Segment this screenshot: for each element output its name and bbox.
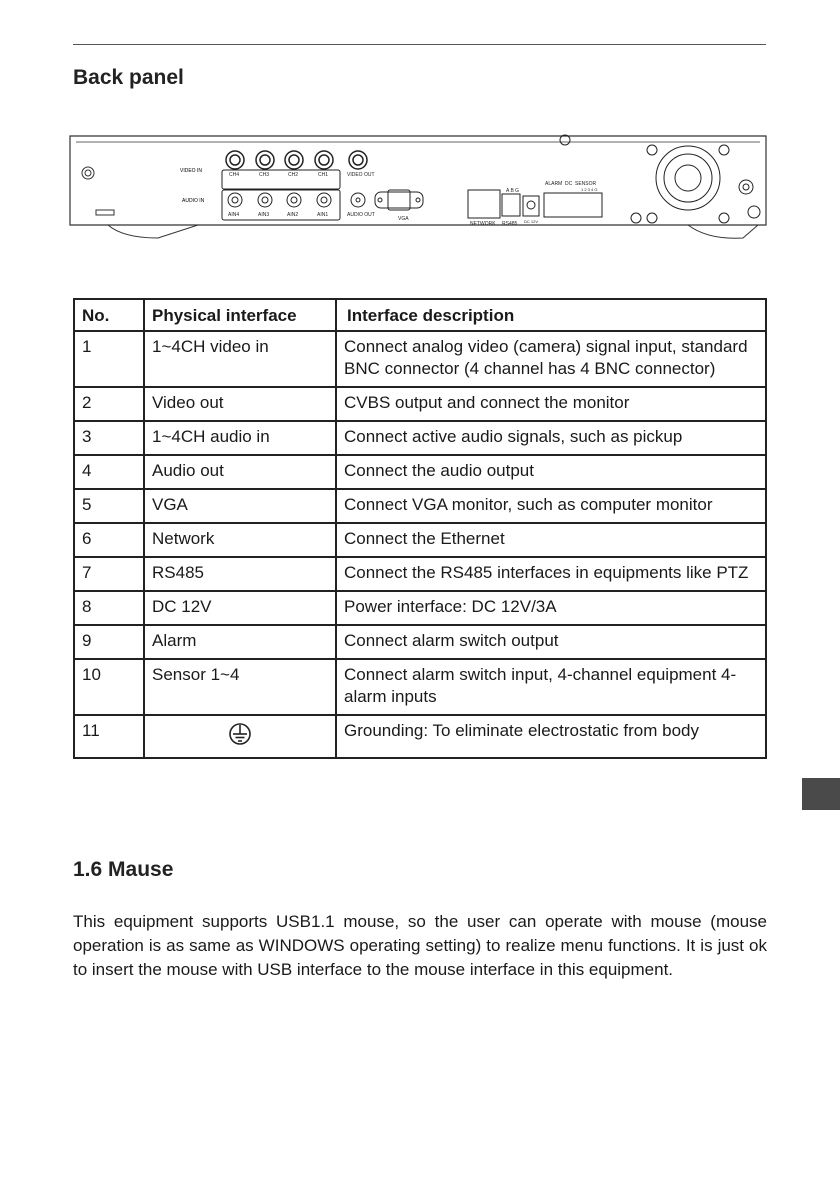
row-description: Connect alarm switch input, 4-channel equipment 4-alarm inputs bbox=[336, 659, 766, 715]
row-description: CVBS output and connect the monitor bbox=[336, 387, 766, 421]
section-title-back-panel: Back panel bbox=[73, 66, 184, 89]
panel-terminal-numbers: 1 2 3 4 G bbox=[581, 187, 598, 192]
back-panel-illustration bbox=[68, 130, 768, 245]
panel-dc-label: DC 12V bbox=[524, 219, 539, 224]
row-no: 4 bbox=[74, 455, 144, 489]
panel-video-in-label: VIDEO IN bbox=[180, 168, 202, 174]
row-description: Grounding: To eliminate electrostatic from body bbox=[336, 715, 766, 758]
table-row bbox=[74, 715, 766, 758]
panel-rs485-label: RS485 bbox=[502, 221, 518, 227]
table-header-row bbox=[74, 299, 766, 331]
chapter-tab-marker bbox=[802, 778, 840, 810]
panel-rs485-pins-label: A B G bbox=[506, 188, 520, 194]
row-interface: RS485 bbox=[144, 557, 336, 591]
panel-alarm-dc-label: DC bbox=[565, 181, 573, 187]
row-no: 2 bbox=[74, 387, 144, 421]
panel-video-out-label: VIDEO OUT bbox=[347, 172, 375, 178]
table-row bbox=[74, 421, 766, 455]
panel-ain-label: AIN4 bbox=[228, 212, 240, 218]
row-description: Power interface: DC 12V/3A bbox=[336, 591, 766, 625]
row-no: 11 bbox=[74, 715, 144, 758]
panel-ain-label: AIN3 bbox=[258, 212, 270, 218]
header-rule bbox=[73, 44, 766, 45]
row-no: 8 bbox=[74, 591, 144, 625]
row-no: 9 bbox=[74, 625, 144, 659]
row-description: Connect the audio output bbox=[336, 455, 766, 489]
row-interface: VGA bbox=[144, 489, 336, 523]
section-title-mouse: 1.6 Mause bbox=[73, 858, 174, 881]
panel-ch-label: CH4 bbox=[229, 172, 240, 178]
row-no: 10 bbox=[74, 659, 144, 715]
row-description: Connect the RS485 interfaces in equipments like PTZ bbox=[336, 557, 766, 591]
row-interface: Alarm bbox=[144, 625, 336, 659]
row-interface: Video out bbox=[144, 387, 336, 421]
table-row bbox=[74, 659, 766, 715]
row-interface: Audio out bbox=[144, 455, 336, 489]
panel-ain-label: AIN1 bbox=[317, 212, 329, 218]
table-row bbox=[74, 523, 766, 557]
table-row bbox=[74, 591, 766, 625]
panel-ain-label: AIN2 bbox=[287, 212, 299, 218]
panel-network-label: NETWORK bbox=[470, 221, 496, 227]
panel-ch-label: CH2 bbox=[288, 172, 299, 178]
header-interface-description: Interface description bbox=[336, 299, 766, 331]
row-interface: DC 12V bbox=[144, 591, 336, 625]
row-description: Connect VGA monitor, such as computer monitor bbox=[336, 489, 766, 523]
interface-table bbox=[73, 298, 767, 759]
panel-ch-label: CH1 bbox=[318, 172, 329, 178]
table-row bbox=[74, 387, 766, 421]
table-row bbox=[74, 331, 766, 387]
ground-icon bbox=[228, 720, 252, 748]
row-no: 3 bbox=[74, 421, 144, 455]
mouse-description: This equipment supports USB1.1 mouse, so the user can operate with mouse (mouse operation is as same as WINDOWS operating setting) to realize menu functions. It is just ok to insert the mouse with USB interface to the mouse interface in this equipment. bbox=[73, 912, 767, 979]
row-no: 7 bbox=[74, 557, 144, 591]
panel-audio-in-label: AUDIO IN bbox=[182, 198, 205, 204]
panel-sensor-label: SENSOR bbox=[575, 181, 597, 187]
table-row bbox=[74, 455, 766, 489]
panel-vga-label: VGA bbox=[398, 216, 409, 222]
row-description: Connect active audio signals, such as pickup bbox=[336, 421, 766, 455]
panel-alarm-label: ALARM bbox=[545, 181, 563, 187]
row-interface: Sensor 1~4 bbox=[144, 659, 336, 715]
panel-audio-out-label: AUDIO OUT bbox=[347, 212, 375, 218]
row-no: 1 bbox=[74, 331, 144, 387]
row-no: 6 bbox=[74, 523, 144, 557]
panel-ch-label: CH3 bbox=[259, 172, 270, 178]
table-row bbox=[74, 489, 766, 523]
table-row bbox=[74, 625, 766, 659]
header-no: No. bbox=[74, 299, 144, 331]
row-interface-ground bbox=[144, 715, 336, 758]
row-interface: Network bbox=[144, 523, 336, 557]
row-description: Connect alarm switch output bbox=[336, 625, 766, 659]
screw-icon bbox=[82, 167, 94, 179]
row-description: Connect the Ethernet bbox=[336, 523, 766, 557]
row-interface: 1~4CH audio in bbox=[144, 421, 336, 455]
row-interface: 1~4CH video in bbox=[144, 331, 336, 387]
header-physical-interface: Physical interface bbox=[144, 299, 336, 331]
row-no: 5 bbox=[74, 489, 144, 523]
table-row bbox=[74, 557, 766, 591]
row-description: Connect analog video (camera) signal input, standard BNC connector (4 channel has 4 BNC connector) bbox=[336, 331, 766, 387]
